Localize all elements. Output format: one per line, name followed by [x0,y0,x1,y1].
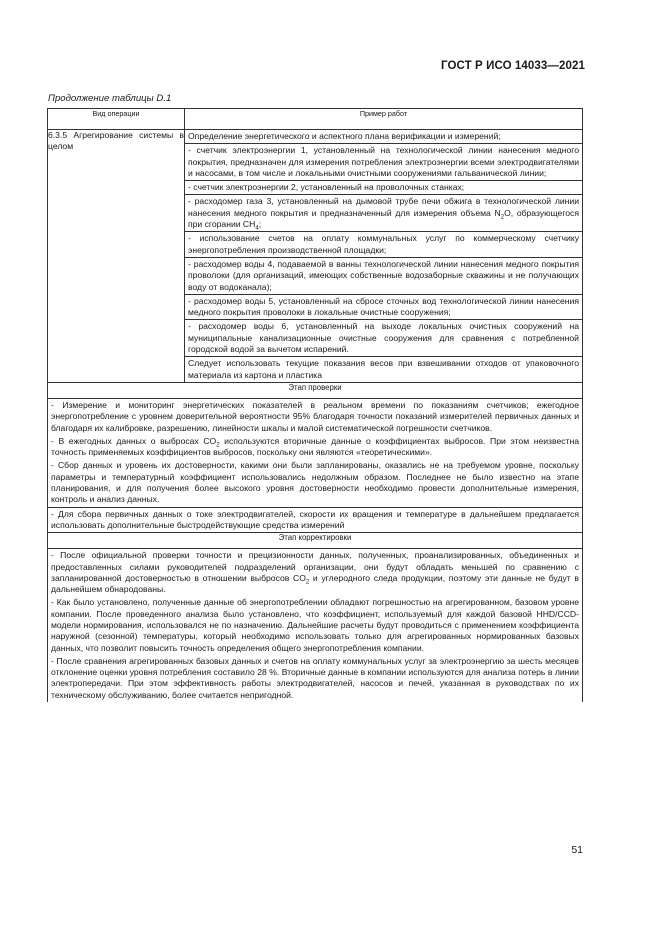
check-cell [48,398,583,532]
check-paragraph: - Для сбора первичных данных о токе электродвигателей, скорости их вращения и температуре в дальнейшем предлагается использовать дополнительные быстродействующие средства измерений [48,507,582,533]
correct-paragraph: - Как было установлено, полученные данные об энергопотреблении обладают погрешностью на агрегированном, базовом уровне компании. После проведенного анализа было установлено, что коэффициент, используемый для каждой базовой HHD/CCD-модели нормирования, использовался не по назначению. Дальнейшие расчеты будут проводиться с применением коэффициента наружной (сезонной) температуры, который необходимо использовать только для агрегированных нормированных базовых данных, что позволит повысить точность определения общего энергопотребления компании. [51,597,579,653]
operations-table [47,108,583,702]
table-header-row [48,109,583,130]
example-item: - расходомер воды 5, установленный на сбросе сточных вод технологической линии нанесения медного покрытия проволоки в локальные очистные сооружения; [185,295,582,321]
page-number: 51 [571,844,583,856]
paragraph-text: и углеродного следа продукции, поэтому эти данные не будут в дальнейшем обнародованы. [51,572,579,595]
paragraph-text: - В ежегодных данных о выбросах CO [51,435,217,446]
stage-row [48,382,583,398]
check-paragraph: - Измерение и мониторинг энергетических показателей в реальном времени по показаниям счетчиков; ежегодное энергопотребление с уровнем доверительной вероятности 95% благодаря точности показаний измерителей первичных данных и благодаря их калибровке, разрешению, линейности шкалы и малой систематической погрешности счетчиков. [51,399,579,433]
table-row [48,549,583,702]
paragraph-text: используются вторичные данные о коэффициентах выбросов. При этом неизвестна точность применяемых коэффициентов выбросов, поскольку они являются «теоретическими». [51,435,579,458]
example-item: - расходомер воды 6, установленный на выходе локальных очистных сооружений на муниципальные канализационные очистные сооружения для сравнения с потребленной городской водой за вычетом испарений. [185,320,582,357]
subscript: 2 [500,214,505,221]
example-text: ; [258,219,262,230]
stage-row [48,533,583,549]
example-item: - счетчик электроэнергии 1, установленный на технологической линии нанесения медного покрытия, предназначен для измерения потребления электроэнергии всеми электродвигателями и насосами, в том числе и локальными очистными сооружениями гальванической линии; [185,144,582,181]
check-paragraph [48,435,582,460]
subscript: 2 [216,442,220,449]
example-item: - использование счетов на оплату коммунальных услуг по коммерческому счетчику энергопотребления производственной площадки; [185,232,582,258]
subscript: 4 [255,225,259,232]
stage-check-heading: Этап проверки [48,382,583,398]
example-item: Определение энергетического и аспектного плана верификации и измерений; [185,130,582,144]
example-item: - расходомер воды 4, подаваемой в ванны технологической линии нанесения медного покрытия проволоки (для организаций, имеющих собственные водозаборные скважины и не получающих воду от водоканала); [185,258,582,295]
check-paragraph: - Сбор данных и уровень их достоверности, какими они были запланированы, оказались не на требуемом уровне, поскольку параметры и температурный коэффициент использовались недолжным образом. Последнее не было известно на этапе планирования, и для получения более высокого уровня достоверности необходимо провести дополнительные измерения, контроль и анализ данных. [51,460,579,505]
stage-correct-heading: Этап корректировки [48,533,583,549]
example-text: - расходомер газа 3, установленный на дымовой трубе печи обжига в технологической линии нанесения медного покрытия и предназначенный для измерения объема N [188,196,579,218]
col-header-examples: Пример работ [185,109,583,130]
correct-paragraph: - После сравнения агрегированных базовых данных и счетов на оплату коммунальных услуг за электроэнергию за шесть месяцев отклонение оценки уровня потребления составило 28 %. Вторичные данные в компании используются для анализа потерь в линии электропередачи. При этом эффективность работы электродвигателей, насосов и печей, указанная в руководствах по их техническому обслуживанию, более считается непригодной. [51,655,579,700]
example-item: Следует использовать текущие показания весов при взвешивании отходов от упаковочного материала из картона и пластика [188,358,579,380]
standard-header: ГОСТ Р ИСО 14033—2021 [440,60,585,72]
correct-paragraph [48,549,582,596]
table-continuation-caption: Продолжение таблицы D.1 [48,93,172,104]
table-row [48,130,583,383]
correct-cell [48,549,583,702]
subscript: 2 [305,579,310,586]
examples-cell [185,130,583,383]
paragraph-text: - После официальной проверки точности и прецизионности данных, полученных, проанализированных, объединенных и предоставленных силами руководителей подразделений организации, они будут обладать меньшей по сравнению с запланированной достоверностью в отношении выбросов CO [51,550,579,583]
example-text: O, образующегося при сгорании CH [188,207,579,230]
example-item: - счетчик электроэнергии 2, установленный на проволочных станках; [185,181,582,195]
table-row [48,398,583,532]
col-header-operation: Вид операции [48,109,185,130]
operation-cell: 6.3.5 Агрегирование системы в целом [48,130,185,383]
example-item-gas-meter [185,195,582,232]
